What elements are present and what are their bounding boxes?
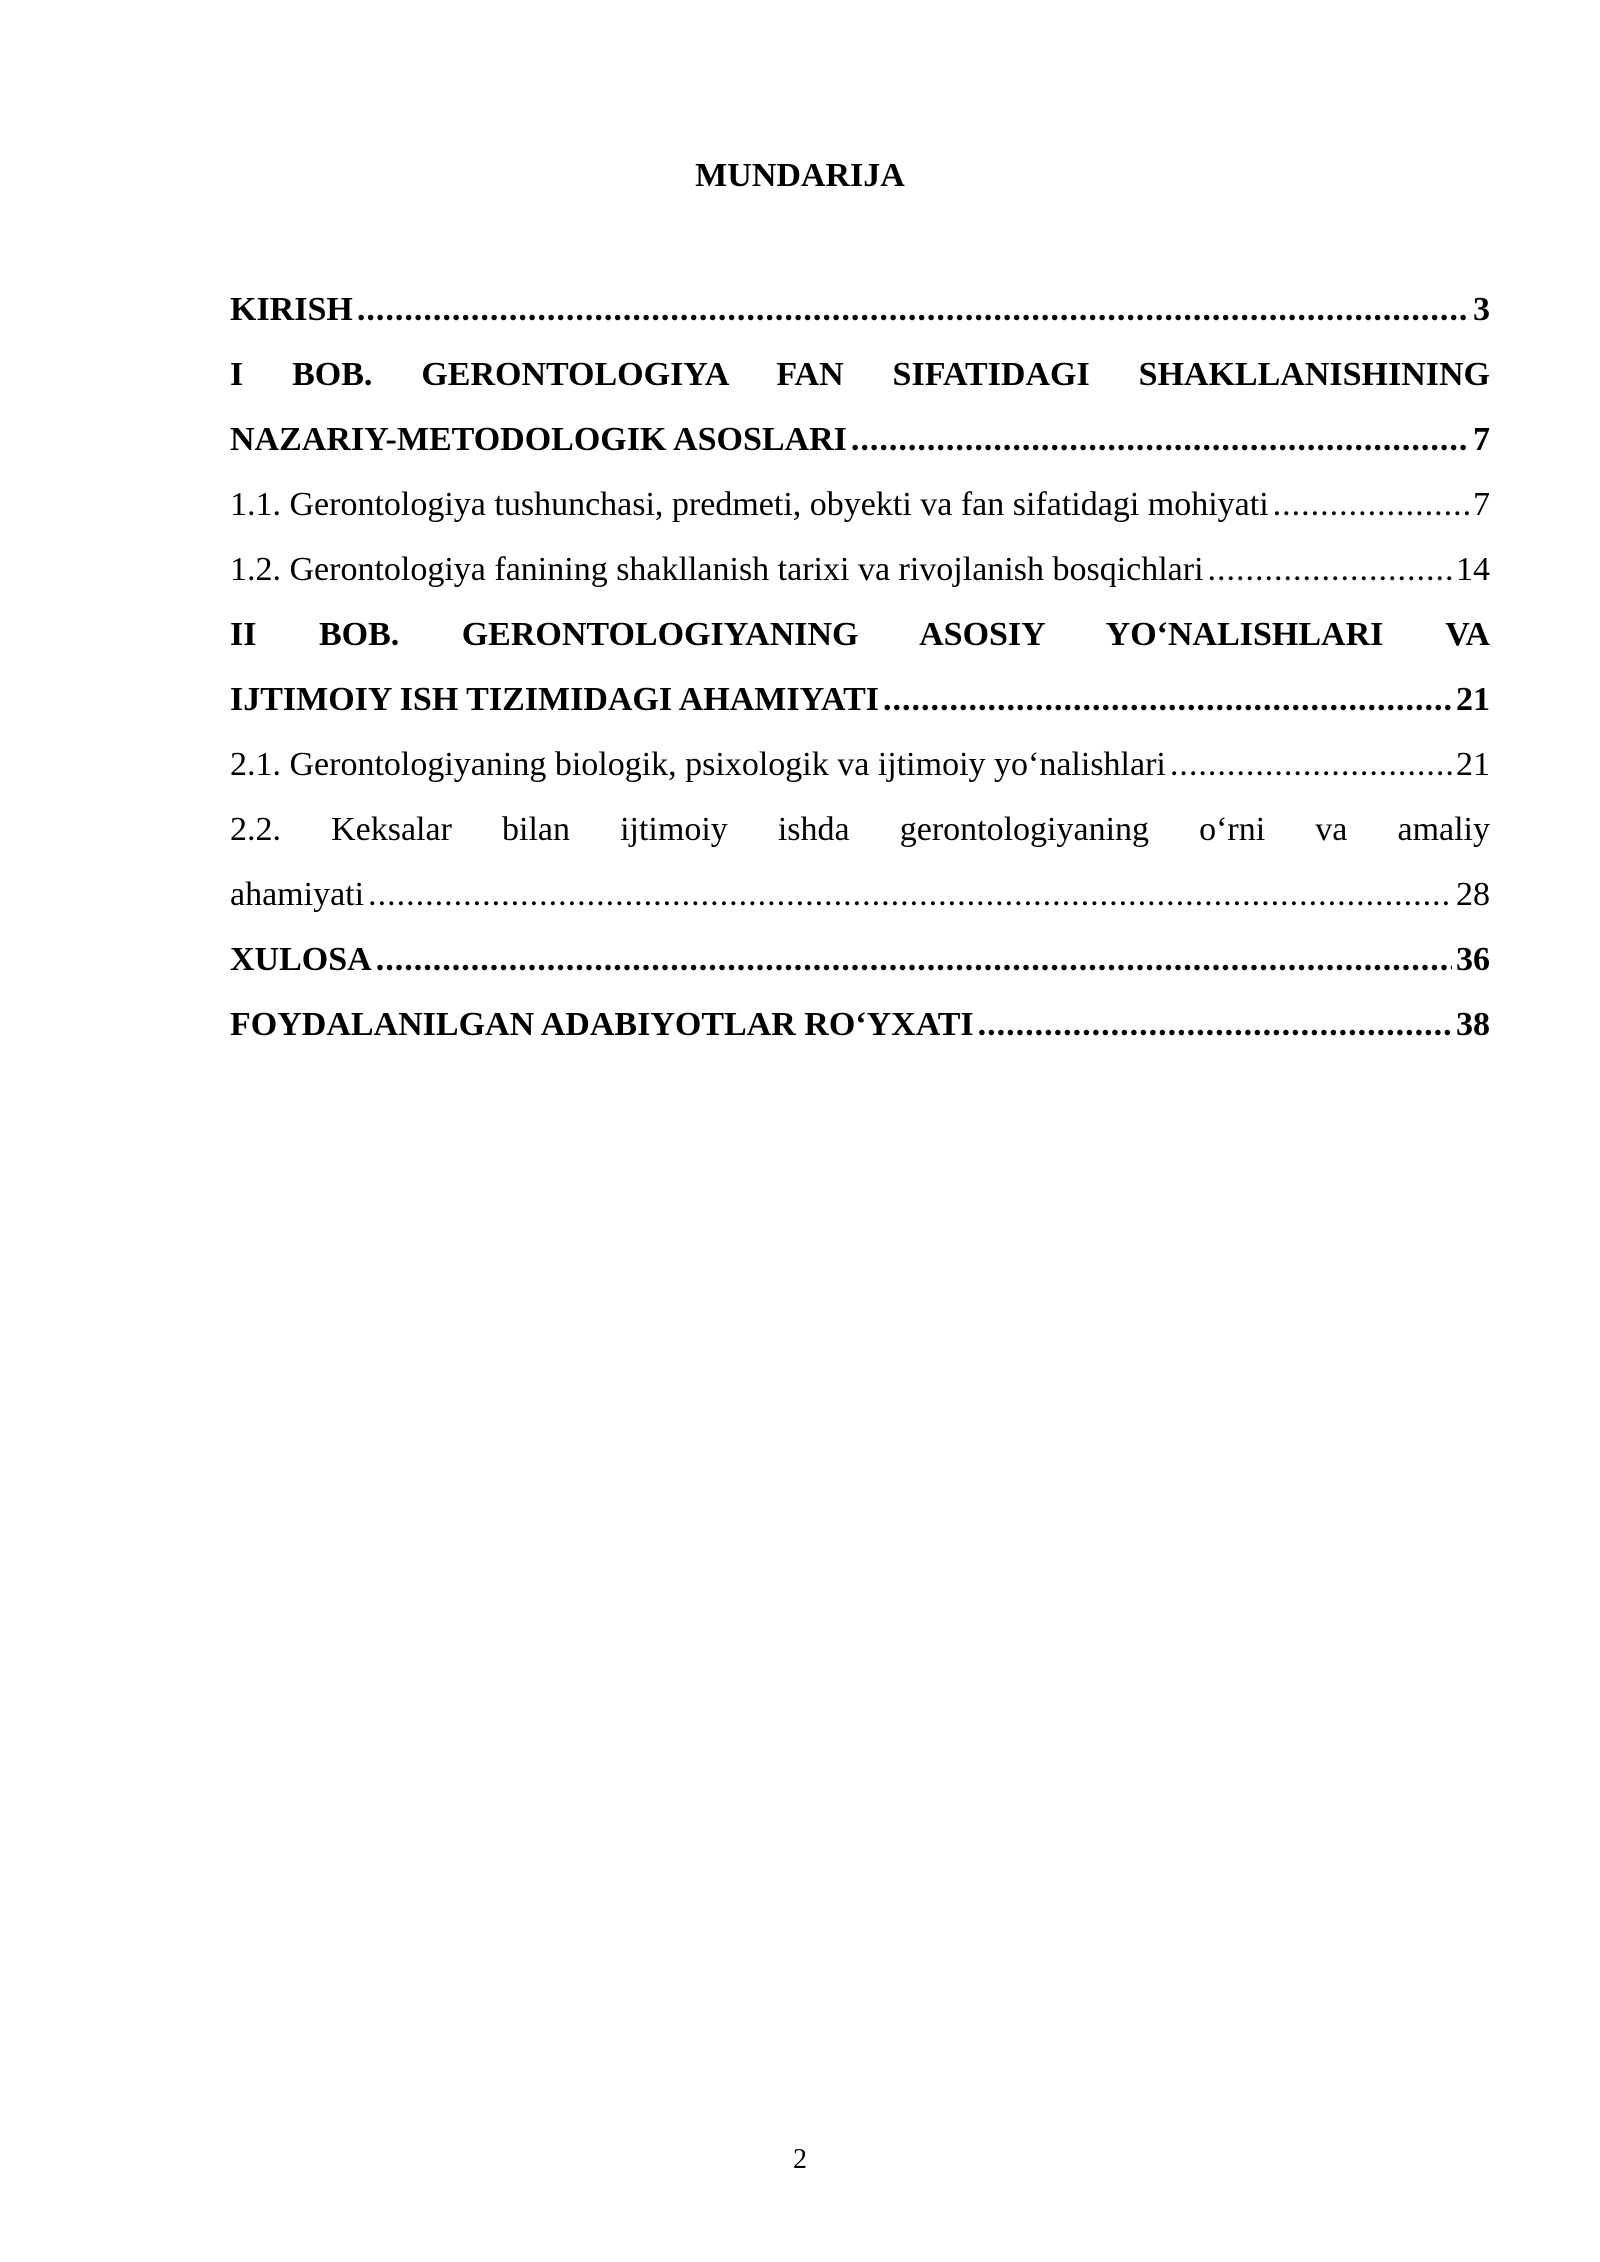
- toc-entry-label: 1.2. Gerontologiya fanining shakllanish tarixi va rivojlanish bosqichlari: [230, 551, 1204, 588]
- toc-entry-label: ahamiyati: [230, 876, 365, 913]
- toc-entry-chapter-2[interactable]: [230, 667, 1490, 732]
- toc-dot-leader: [1170, 732, 1452, 797]
- toc-dot-leader: [883, 667, 1452, 732]
- toc-entry-chapter-1-line1[interactable]: I BOB. GERONTOLOGIYA FAN SIFATIDAGI SHAKLLANISHINING: [230, 356, 1490, 393]
- toc-entry-label: 2.1. Gerontologiyaning biologik, psixologik va ijtimoiy yo‘nalishlari: [230, 746, 1166, 783]
- toc-entry-label: NAZARIY-METODOLOGIK ASOSLARI: [230, 421, 847, 458]
- toc-entry-page: 7: [1473, 486, 1490, 523]
- toc-entry-chapter-2-line1[interactable]: II BOB. GERONTOLOGIYANING ASOSIY YO‘NALISHLARI VA: [230, 616, 1490, 653]
- toc-entry-page: 14: [1456, 551, 1490, 588]
- toc-dot-leader: [978, 992, 1452, 1057]
- toc-dot-leader: [851, 407, 1469, 472]
- toc-entry-page: 36: [1456, 941, 1490, 978]
- toc-entry-section-2-2-line1[interactable]: 2.2. Keksalar bilan ijtimoiy ishda gerontologiyaning o‘rni va amaliy: [230, 811, 1490, 848]
- toc-entry-section-2-1[interactable]: [230, 732, 1490, 797]
- toc-entry-references[interactable]: [230, 992, 1490, 1057]
- toc-entry-label: 1.1. Gerontologiya tushunchasi, predmeti, obyekti va fan sifatidagi mohiyati: [230, 486, 1269, 523]
- toc-entry-page: 28: [1456, 876, 1490, 913]
- toc-entry-label: KIRISH: [230, 291, 353, 328]
- toc-entry-section-1-1[interactable]: [230, 472, 1490, 537]
- toc-dot-leader: [1273, 472, 1469, 537]
- toc-entry-label: FOYDALANILGAN ADABIYOTLAR RO‘YXATI: [230, 1006, 974, 1043]
- toc-dot-leader: [368, 862, 1452, 927]
- toc-dot-leader: [1208, 537, 1452, 602]
- toc-entry-label: XULOSA: [230, 941, 372, 978]
- toc-entry-page: 7: [1473, 421, 1490, 458]
- page-title: MUNDARIJA: [695, 157, 905, 194]
- toc-entry-page: 21: [1456, 746, 1490, 783]
- table-of-contents: [230, 277, 1490, 1057]
- toc-entry-kirish[interactable]: [230, 277, 1490, 342]
- toc-entry-xulosa[interactable]: [230, 927, 1490, 992]
- toc-entry-chapter-1[interactable]: [230, 407, 1490, 472]
- toc-dot-leader: [376, 927, 1452, 992]
- page-number: 2: [793, 2144, 807, 2175]
- toc-entry-section-1-2[interactable]: [230, 537, 1490, 602]
- toc-entry-section-2-2[interactable]: [230, 862, 1490, 927]
- toc-dot-leader: [357, 277, 1469, 342]
- toc-entry-label: IJTIMOIY ISH TIZIMIDAGI AHAMIYATI: [230, 681, 879, 718]
- toc-entry-page: 3: [1473, 291, 1490, 328]
- toc-entry-page: 21: [1456, 681, 1490, 718]
- toc-entry-page: 38: [1456, 1006, 1490, 1043]
